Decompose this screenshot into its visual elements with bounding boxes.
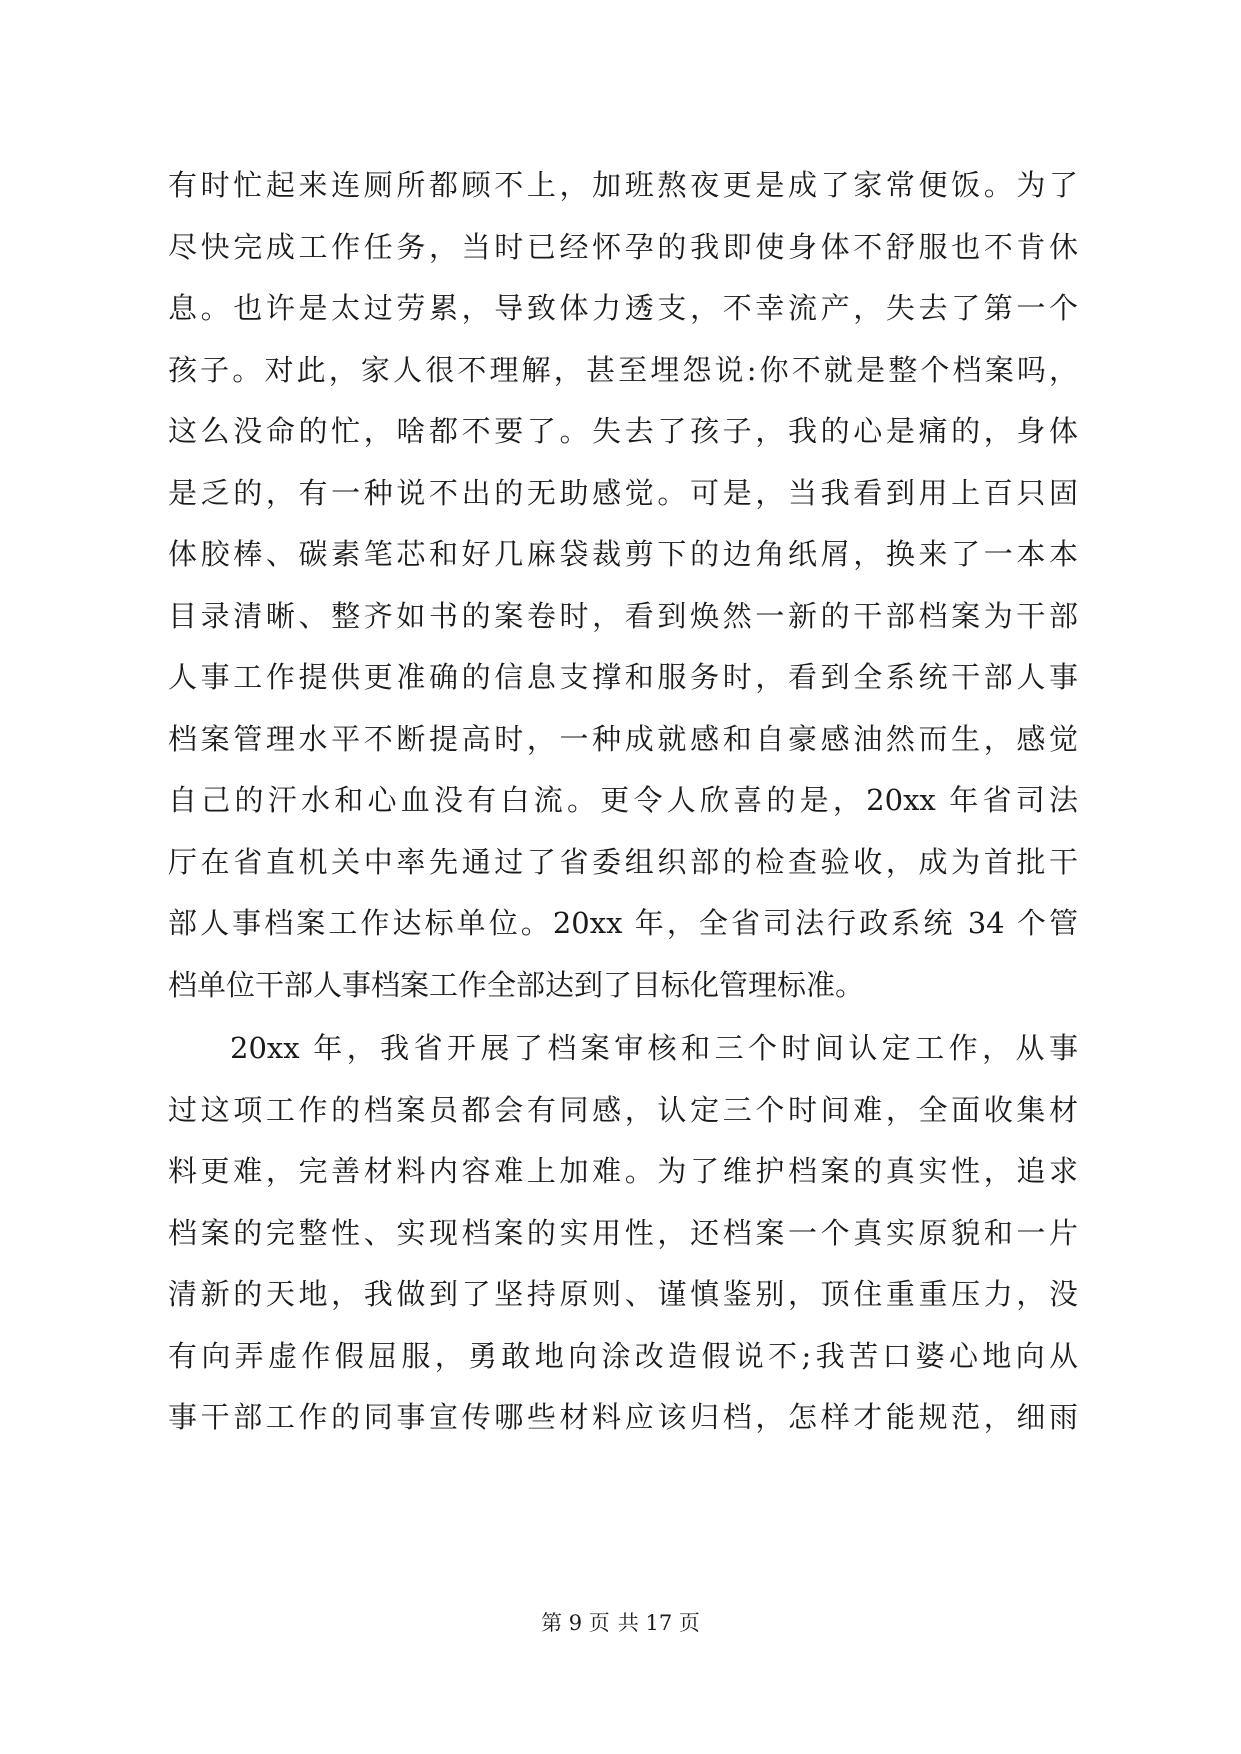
paragraph-2 bbox=[168, 1018, 1078, 1449]
text-line: 有向弄虚作假屈服，勇敢地向涂改造假说不;我苦口婆心地向从 bbox=[168, 1338, 1078, 1373]
text-line: 料更难，完善材料内容难上加难。为了维护档案的真实性，追求 bbox=[168, 1154, 1078, 1188]
paragraph-1 bbox=[168, 155, 1078, 1016]
document-body bbox=[168, 155, 1078, 1449]
text-line: 厅在省直机关中率先通过了省委组织部的检查验收，成为首批干 bbox=[168, 844, 1078, 879]
text-line: 目录清晰、整齐如书的案卷时，看到焕然一新的干部档案为干部 bbox=[168, 598, 1078, 633]
text-line: 自己的汗水和心血没有白流。更令人欣喜的是，20xx 年省司法 bbox=[168, 783, 1078, 817]
text-line: 是乏的，有一种说不出的无助感觉。可是，当我看到用上百只固 bbox=[168, 475, 1078, 510]
text-line: 档单位干部人事档案工作全部达到了目标化管理标准。 bbox=[168, 967, 865, 1002]
text-line: 息。也许是太过劳累，导致体力透支，不幸流产，失去了第一个 bbox=[168, 291, 1078, 325]
text-line: 这么没命的忙，啥都不要了。失去了孩子，我的心是痛的，身体 bbox=[168, 414, 1078, 448]
text-line: 事干部工作的同事宣传哪些材料应该归档，怎样才能规范，细雨 bbox=[168, 1400, 1078, 1434]
text-line: 尽快完成工作任务，当时已经怀孕的我即使身体不舒服也不肯休 bbox=[168, 229, 1078, 264]
text-line: 体胶棒、碳素笔芯和好几麻袋裁剪下的边角纸屑，换来了一本本 bbox=[168, 537, 1078, 571]
text-line: 20xx 年，我省开展了档案审核和三个时间认定工作，从事 bbox=[230, 1031, 1078, 1065]
text-line: 档案管理水平不断提高时，一种成就感和自豪感油然而生，感觉 bbox=[168, 721, 1078, 756]
text-line: 孩子。对此，家人很不理解，甚至埋怨说:你不就是整个档案吗， bbox=[168, 352, 1078, 387]
text-line: 人事工作提供更准确的信息支撑和服务时，看到全系统干部人事 bbox=[168, 660, 1078, 694]
text-line: 部人事档案工作达标单位。20xx 年，全省司法行政系统 34 个管 bbox=[168, 906, 1078, 940]
text-line: 档案的完整性、实现档案的实用性，还档案一个真实原貌和一片 bbox=[168, 1215, 1078, 1250]
text-line: 清新的天地，我做到了坚持原则、谨慎鉴别，顶住重重压力，没 bbox=[168, 1277, 1078, 1311]
text-line: 有时忙起来连厕所都顾不上，加班熬夜更是成了家常便饭。为了 bbox=[168, 168, 1078, 202]
total-page-count: 共 17 页 bbox=[617, 1611, 700, 1635]
text-line: 过这项工作的档案员都会有同感，认定三个时间难，全面收集材 bbox=[168, 1092, 1078, 1127]
page-footer bbox=[0, 1608, 1241, 1638]
current-page-number: 第 9 页 bbox=[541, 1611, 610, 1635]
